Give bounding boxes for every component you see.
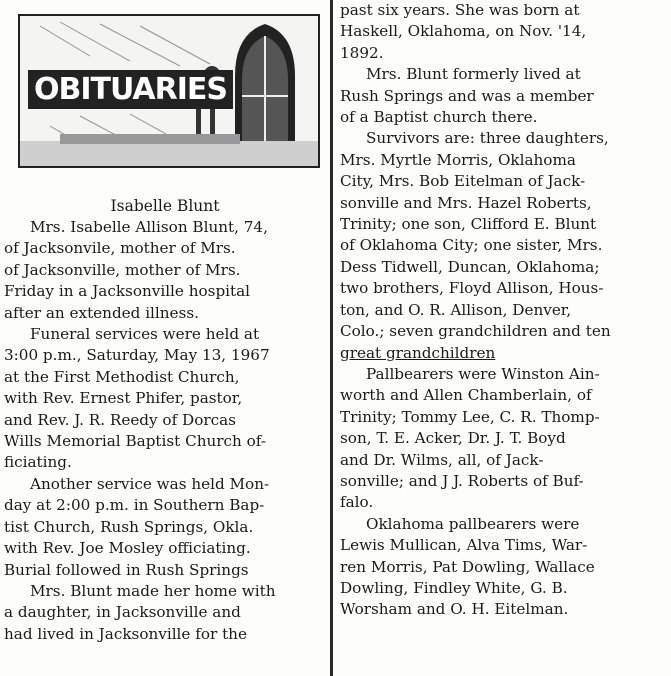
text-line: Oklahoma pallbearers were: [366, 514, 580, 533]
text-line: worth and Allen Chamberlain, of: [340, 386, 592, 405]
text-line: ton, and O. R. Allison, Denver,: [340, 300, 572, 319]
text-line: a daughter, in Jacksonville and: [4, 603, 241, 622]
text-line: of Jacksonvile, mother of Mrs.: [4, 239, 236, 258]
obituary-heading: Isabelle Blunt: [110, 197, 220, 215]
text-line: City, Mrs. Bob Eitelman of Jack-: [340, 172, 586, 191]
banner-title: OBITUARIES: [28, 70, 233, 109]
text-line: of Oklahoma City; one sister, Mrs.: [340, 236, 603, 255]
text-line: Trinity; one son, Clifford E. Blunt: [340, 215, 597, 234]
text-line: great grandchildren: [340, 343, 496, 362]
text-line: of Jacksonville, mother of Mrs.: [4, 260, 241, 279]
text-line: Dowling, Findley White, G. B.: [340, 578, 568, 597]
text-line: Survivors are: three daughters,: [366, 129, 609, 148]
text-line: two brothers, Floyd Allison, Hous-: [340, 279, 604, 298]
text-line: of a Baptist church there.: [340, 108, 538, 127]
text-line: ren Morris, Pat Dowling, Wallace: [340, 557, 595, 576]
text-line: had lived in Jacksonville for the: [4, 624, 247, 643]
text-line: 3:00 p.m., Saturday, May 13, 1967: [4, 346, 270, 365]
text-line: ficiating.: [4, 453, 72, 472]
text-line: Another service was held Mon-: [30, 474, 270, 493]
text-line: day at 2:00 p.m. in Southern Bap-: [4, 496, 265, 515]
text-line: Lewis Mullican, Alva Tims, War-: [340, 536, 588, 555]
text-line: and Rev. J. R. Reedy of Dorcas: [4, 410, 236, 429]
text-line: Mrs. Blunt made her home with: [30, 581, 276, 600]
obituary-text-right: [340, 0, 670, 621]
text-line: with Rev. Joe Mosley officiating.: [4, 539, 251, 558]
text-line: Trinity; Tommy Lee, C. R. Thomp-: [340, 407, 600, 426]
text-line: Mrs. Blunt formerly lived at: [366, 65, 581, 84]
text-line: Rush Springs and was a member: [340, 86, 594, 105]
text-line: 1892.: [340, 43, 384, 62]
text-line: at the First Methodist Church,: [4, 367, 240, 386]
text-line: Worsham and O. H. Eitelman.: [340, 600, 569, 619]
text-line: past six years. She was born at: [340, 1, 580, 19]
text-line: Friday in a Jacksonville hospital: [4, 282, 251, 301]
text-line: son, T. E. Acker, Dr. J. T. Boyd: [340, 429, 566, 448]
text-line: Dess Tidwell, Duncan, Oklahoma;: [340, 257, 600, 276]
text-line: with Rev. Ernest Phifer, pastor,: [4, 389, 243, 408]
text-line: falo.: [340, 493, 374, 512]
text-line: sonville; and J J. Roberts of Buf-: [340, 471, 584, 490]
text-line: Pallbearers were Winston Ain-: [366, 364, 600, 383]
obituaries-banner: [18, 14, 320, 168]
text-line: Haskell, Oklahoma, on Nov. '14,: [340, 22, 587, 41]
text-line: Colo.; seven grandchildren and ten: [340, 322, 611, 341]
text-line: Wills Memorial Baptist Church of-: [4, 432, 267, 451]
text-line: Funeral services were held at: [30, 325, 260, 344]
text-line: Mrs. Myrtle Morris, Oklahoma: [340, 150, 576, 169]
text-line: tist Church, Rush Springs, Okla.: [4, 517, 254, 536]
column-rule: [330, 0, 333, 676]
obituary-text-left: [4, 196, 326, 645]
text-line: Burial followed in Rush Springs: [4, 560, 249, 579]
text-line: Mrs. Isabelle Allison Blunt, 74,: [30, 218, 268, 236]
text-line: sonville and Mrs. Hazel Roberts,: [340, 193, 592, 212]
text-line: and Dr. Wilms, all, of Jack-: [340, 450, 544, 469]
text-line: after an extended illness.: [4, 303, 199, 322]
